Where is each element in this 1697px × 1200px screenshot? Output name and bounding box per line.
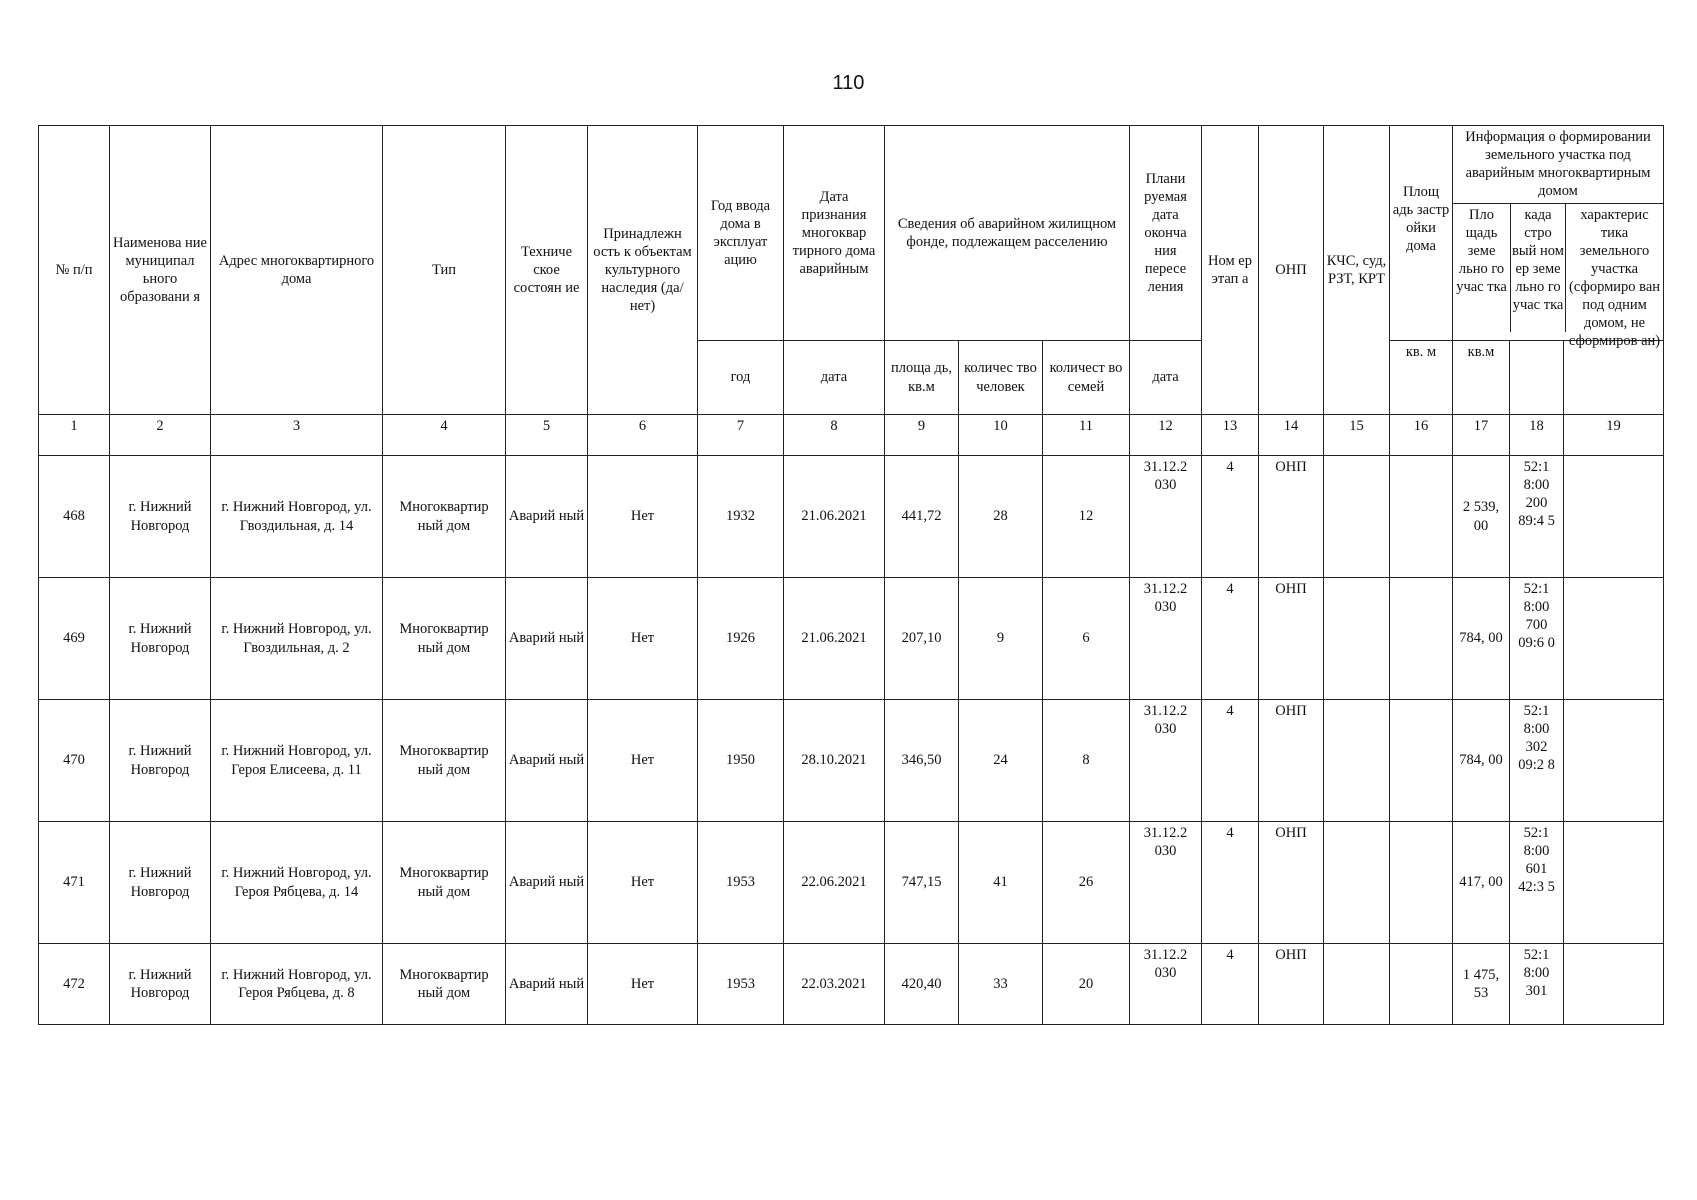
header-heritage: Принадлежн ость к объектам культурного наследия (да/нет)	[588, 126, 698, 415]
build-area-cell	[1390, 578, 1453, 700]
header-row-1	[39, 126, 1664, 341]
subheader-cadastral-cont	[1510, 341, 1564, 415]
year-built-cell: 1953	[698, 944, 784, 1025]
column-number: 13	[1202, 415, 1259, 456]
onp-cell: ОНП	[1259, 578, 1324, 700]
housing-area-cell: 207,10	[885, 578, 959, 700]
housing-area-cell: 346,50	[885, 700, 959, 822]
subheader-land-char-cont	[1564, 341, 1664, 415]
page-number: 110	[832, 72, 865, 94]
header-land-info	[1453, 126, 1664, 350]
build-area-cell	[1390, 822, 1453, 944]
table-row	[39, 944, 1664, 1025]
build-area-cell	[1390, 456, 1453, 578]
header-land-area: Пло щадь земе льно го учас тка	[1453, 204, 1511, 332]
row-number-cell: 468	[39, 456, 110, 578]
heritage-status-cell: Нет	[588, 700, 698, 822]
cadastral-number-cell: 52:1 8:00 601 42:3 5	[1510, 822, 1564, 944]
column-number: 6	[588, 415, 698, 456]
tech-condition-cell: Аварий ный	[506, 944, 588, 1025]
header-number: № п/п	[39, 126, 110, 415]
subheader-area: площа дь, кв.м	[885, 341, 959, 415]
people-count-cell: 28	[959, 456, 1043, 578]
kchs-cell	[1324, 578, 1390, 700]
people-count-cell: 9	[959, 578, 1043, 700]
stage-number-cell: 4	[1202, 944, 1259, 1025]
planned-date-cell: 31.12.2 030	[1130, 944, 1202, 1025]
subheader-people: количес тво человек	[959, 341, 1043, 415]
year-built-cell: 1950	[698, 700, 784, 822]
address-cell: г. Нижний Новгород, ул. Героя Рябцева, д. 14	[211, 822, 383, 944]
tech-condition-cell: Аварий ный	[506, 456, 588, 578]
header-cadastral: када стро вый ном ер земе льно го учас тка	[1511, 204, 1566, 332]
header-year-built: Год ввода дома в эксплуат ацию	[698, 126, 784, 341]
row-number-cell: 471	[39, 822, 110, 944]
land-area-cell: 417, 00	[1453, 822, 1510, 944]
family-count-cell: 20	[1043, 944, 1130, 1025]
subheader-date: дата	[784, 341, 885, 415]
family-count-cell: 6	[1043, 578, 1130, 700]
subheader-land-area-unit: кв.м	[1453, 341, 1510, 415]
column-number: 1	[39, 415, 110, 456]
housing-area-cell: 420,40	[885, 944, 959, 1025]
year-built-cell: 1932	[698, 456, 784, 578]
house-type-cell: Многоквартир ный дом	[383, 822, 506, 944]
onp-cell: ОНП	[1259, 944, 1324, 1025]
land-area-cell: 784, 00	[1453, 700, 1510, 822]
house-type-cell: Многоквартир ный дом	[383, 578, 506, 700]
column-number: 4	[383, 415, 506, 456]
column-number: 8	[784, 415, 885, 456]
recognition-date-cell: 22.06.2021	[784, 822, 885, 944]
tech-condition-cell: Аварий ный	[506, 822, 588, 944]
column-number: 19	[1564, 415, 1664, 456]
family-count-cell: 8	[1043, 700, 1130, 822]
stage-number-cell: 4	[1202, 700, 1259, 822]
housing-area-cell: 747,15	[885, 822, 959, 944]
header-land-info-title: Информация о формировании земельного участка под аварийным многоквартирным домом	[1453, 126, 1663, 204]
column-number-row	[39, 415, 1664, 456]
onp-cell: ОНП	[1259, 456, 1324, 578]
row-number-cell: 472	[39, 944, 110, 1025]
cadastral-number-cell: 52:1 8:00 200 89:4 5	[1510, 456, 1564, 578]
stage-number-cell: 4	[1202, 578, 1259, 700]
column-number: 9	[885, 415, 959, 456]
address-cell: г. Нижний Новгород, ул. Героя Рябцева, д. 8	[211, 944, 383, 1025]
address-cell: г. Нижний Новгород, ул. Гвоздильная, д. 14	[211, 456, 383, 578]
column-number: 16	[1390, 415, 1453, 456]
land-characteristic-cell	[1564, 944, 1664, 1025]
column-number: 7	[698, 415, 784, 456]
kchs-cell	[1324, 944, 1390, 1025]
column-number: 14	[1259, 415, 1324, 456]
stage-number-cell: 4	[1202, 456, 1259, 578]
cadastral-number-cell: 52:1 8:00 302 09:2 8	[1510, 700, 1564, 822]
stage-number-cell: 4	[1202, 822, 1259, 944]
planned-date-cell: 31.12.2 030	[1130, 700, 1202, 822]
land-area-cell: 1 475, 53	[1453, 944, 1510, 1025]
heritage-status-cell: Нет	[588, 944, 698, 1025]
column-number: 10	[959, 415, 1043, 456]
column-number: 11	[1043, 415, 1130, 456]
heritage-status-cell: Нет	[588, 578, 698, 700]
land-area-cell: 784, 00	[1453, 578, 1510, 700]
build-area-cell	[1390, 944, 1453, 1025]
header-housing-info: Сведения об аварийном жилищном фонде, подлежащем расселению	[885, 126, 1130, 341]
header-build-area-text: Площ адь застр ойки дома	[1392, 184, 1450, 255]
column-number: 17	[1453, 415, 1510, 456]
row-number-cell: 469	[39, 578, 110, 700]
year-built-cell: 1926	[698, 578, 784, 700]
header-land-subcols	[1453, 204, 1663, 350]
subheader-build-area-unit: кв. м	[1390, 341, 1453, 415]
house-type-cell: Многоквартир ный дом	[383, 456, 506, 578]
header-land-char: характерис тика земельного участка (сформиро ван под одним домом, не сформиров ан)	[1568, 206, 1661, 350]
municipality-cell: г. Нижний Новгород	[110, 822, 211, 944]
family-count-cell: 26	[1043, 822, 1130, 944]
cadastral-number-cell: 52:1 8:00 301	[1510, 944, 1564, 1025]
header-kchs: КЧС, суд, РЗТ, КРТ	[1324, 126, 1390, 415]
header-address: Адрес многоквартирного дома	[211, 126, 383, 415]
municipality-cell: г. Нижний Новгород	[110, 700, 211, 822]
table-row	[39, 822, 1664, 944]
land-characteristic-cell	[1564, 456, 1664, 578]
subheader-families: количест во семей	[1043, 341, 1130, 415]
header-build-area	[1390, 126, 1453, 341]
header-municipality: Наименова ние муниципал ьного образовани я	[110, 126, 211, 415]
table-body	[39, 415, 1664, 1025]
planned-date-cell: 31.12.2 030	[1130, 456, 1202, 578]
housing-area-cell: 441,72	[885, 456, 959, 578]
people-count-cell: 24	[959, 700, 1043, 822]
people-count-cell: 41	[959, 822, 1043, 944]
year-built-cell: 1953	[698, 822, 784, 944]
tech-condition-cell: Аварий ный	[506, 700, 588, 822]
recognition-date-cell: 21.06.2021	[784, 456, 885, 578]
family-count-cell: 12	[1043, 456, 1130, 578]
column-number: 5	[506, 415, 588, 456]
table-row	[39, 700, 1664, 822]
tech-condition-cell: Аварий ный	[506, 578, 588, 700]
onp-cell: ОНП	[1259, 822, 1324, 944]
land-area-cell: 2 539, 00	[1453, 456, 1510, 578]
land-characteristic-cell	[1564, 700, 1664, 822]
header-recognition-date: Дата признания многоквар тирного дома аварийным	[784, 126, 885, 341]
house-type-cell: Многоквартир ный дом	[383, 944, 506, 1025]
header-onp: ОНП	[1259, 126, 1324, 415]
column-number: 15	[1324, 415, 1390, 456]
kchs-cell	[1324, 456, 1390, 578]
municipality-cell: г. Нижний Новгород	[110, 456, 211, 578]
address-cell: г. Нижний Новгород, ул. Героя Елисеева, д. 11	[211, 700, 383, 822]
header-condition: Техниче ское состоян ие	[506, 126, 588, 415]
table-row	[39, 456, 1664, 578]
column-number: 3	[211, 415, 383, 456]
address-cell: г. Нижний Новгород, ул. Гвоздильная, д. 2	[211, 578, 383, 700]
heritage-status-cell: Нет	[588, 456, 698, 578]
heritage-status-cell: Нет	[588, 822, 698, 944]
recognition-date-cell: 22.03.2021	[784, 944, 885, 1025]
municipality-cell: г. Нижний Новгород	[110, 944, 211, 1025]
land-characteristic-cell	[1564, 822, 1664, 944]
column-number: 12	[1130, 415, 1202, 456]
subheader-year: год	[698, 341, 784, 415]
column-number: 18	[1510, 415, 1564, 456]
header-type: Тип	[383, 126, 506, 415]
row-number-cell: 470	[39, 700, 110, 822]
column-number: 2	[110, 415, 211, 456]
planned-date-cell: 31.12.2 030	[1130, 578, 1202, 700]
people-count-cell: 33	[959, 944, 1043, 1025]
recognition-date-cell: 28.10.2021	[784, 700, 885, 822]
recognition-date-cell: 21.06.2021	[784, 578, 885, 700]
municipality-cell: г. Нижний Новгород	[110, 578, 211, 700]
build-area-cell	[1390, 700, 1453, 822]
cadastral-number-cell: 52:1 8:00 700 09:6 0	[1510, 578, 1564, 700]
header-planned-date: Плани руемая дата оконча ния пересе ления	[1130, 126, 1202, 341]
onp-cell: ОНП	[1259, 700, 1324, 822]
kchs-cell	[1324, 700, 1390, 822]
emergency-housing-table	[38, 125, 1664, 1025]
kchs-cell	[1324, 822, 1390, 944]
subheader-plan-date: дата	[1130, 341, 1202, 415]
house-type-cell: Многоквартир ный дом	[383, 700, 506, 822]
land-characteristic-cell	[1564, 578, 1664, 700]
table-row	[39, 578, 1664, 700]
planned-date-cell: 31.12.2 030	[1130, 822, 1202, 944]
header-stage: Ном ер этап а	[1202, 126, 1259, 415]
